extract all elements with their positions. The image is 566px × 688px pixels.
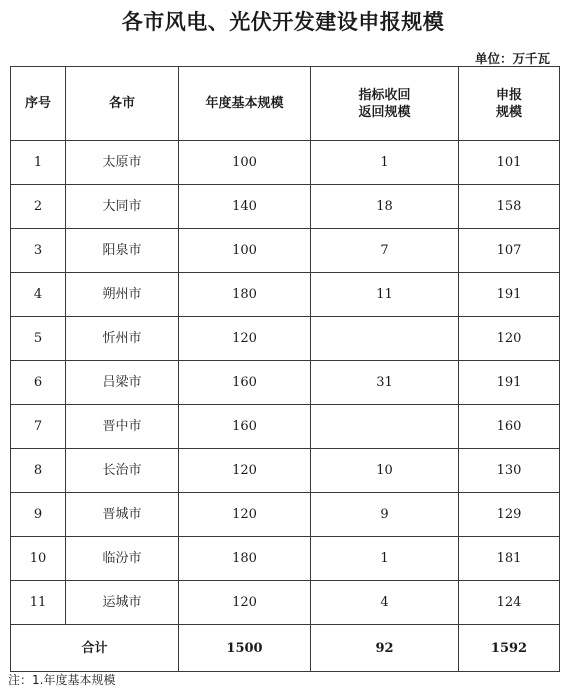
cell-city: 吕梁市 [66,361,179,405]
cell-seq: 3 [11,229,66,273]
cell-city: 朔州市 [66,273,179,317]
cell-returned-scale: 18 [311,185,459,229]
footnote: 注：1.年度基本规模 [8,673,116,687]
total-label: 合计 [11,625,179,672]
table-row [11,185,560,229]
cell-annual-scale: 180 [179,537,311,581]
header-annual-scale: 年度基本规模 [179,67,311,141]
cell-returned-scale: 11 [311,273,459,317]
cell-city: 大同市 [66,185,179,229]
cell-seq: 6 [11,361,66,405]
cell-city: 晋中市 [66,405,179,449]
header-declared-line2: 规模 [495,104,522,120]
cell-seq: 8 [11,449,66,493]
header-returned-line1: 指标收回 [358,87,411,103]
cell-city: 晋城市 [66,493,179,537]
cell-returned-scale: 10 [311,449,459,493]
table-row [11,537,560,581]
table-row [11,273,560,317]
document-title: 各市风电、光伏开发建设申报规模 [121,10,445,34]
cell-seq: 2 [11,185,66,229]
cell-annual-scale: 140 [179,185,311,229]
cell-seq: 1 [11,141,66,185]
table-row [11,581,560,625]
cell-returned-scale: 4 [311,581,459,625]
cell-declared-scale: 130 [459,449,560,493]
cell-annual-scale: 120 [179,493,311,537]
cell-returned-scale [311,317,459,361]
table-row [11,449,560,493]
cell-seq: 5 [11,317,66,361]
header-returned-line2: 返回规模 [358,104,411,120]
total-declared: 1592 [459,625,560,672]
cell-city: 运城市 [66,581,179,625]
cell-declared-scale: 107 [459,229,560,273]
cell-declared-scale: 120 [459,317,560,361]
cell-seq: 11 [11,581,66,625]
cell-annual-scale: 120 [179,317,311,361]
total-returned: 92 [311,625,459,672]
cell-city: 忻州市 [66,317,179,361]
cell-annual-scale: 180 [179,273,311,317]
cell-returned-scale: 7 [311,229,459,273]
cell-annual-scale: 120 [179,449,311,493]
cell-city: 临汾市 [66,537,179,581]
cell-annual-scale: 100 [179,141,311,185]
cell-city: 阳泉市 [66,229,179,273]
cell-annual-scale: 120 [179,581,311,625]
table-row [11,405,560,449]
cell-declared-scale: 101 [459,141,560,185]
cell-seq: 7 [11,405,66,449]
cell-returned-scale: 9 [311,493,459,537]
cell-city: 太原市 [66,141,179,185]
cell-annual-scale: 160 [179,405,311,449]
cell-annual-scale: 160 [179,361,311,405]
cell-declared-scale: 160 [459,405,560,449]
declaration-table [10,66,560,672]
cell-annual-scale: 100 [179,229,311,273]
unit-label: 单位：万千瓦 [474,51,550,66]
total-annual: 1500 [179,625,311,672]
table-row [11,141,560,185]
cell-declared-scale: 124 [459,581,560,625]
table-header-row [11,67,560,141]
table-row [11,317,560,361]
cell-declared-scale: 191 [459,273,560,317]
cell-declared-scale: 181 [459,537,560,581]
total-row [11,625,560,672]
table-row [11,229,560,273]
cell-returned-scale: 31 [311,361,459,405]
cell-returned-scale [311,405,459,449]
cell-city: 长治市 [66,449,179,493]
header-seq: 序号 [11,67,66,141]
table-row [11,493,560,537]
cell-declared-scale: 191 [459,361,560,405]
table-row [11,361,560,405]
cell-declared-scale: 129 [459,493,560,537]
header-declared-scale [459,67,560,141]
cell-returned-scale: 1 [311,537,459,581]
cell-declared-scale: 158 [459,185,560,229]
cell-seq: 9 [11,493,66,537]
header-returned-scale [311,67,459,141]
cell-seq: 10 [11,537,66,581]
header-city: 各市 [66,67,179,141]
cell-returned-scale: 1 [311,141,459,185]
cell-seq: 4 [11,273,66,317]
header-declared-line1: 申报 [495,87,522,103]
